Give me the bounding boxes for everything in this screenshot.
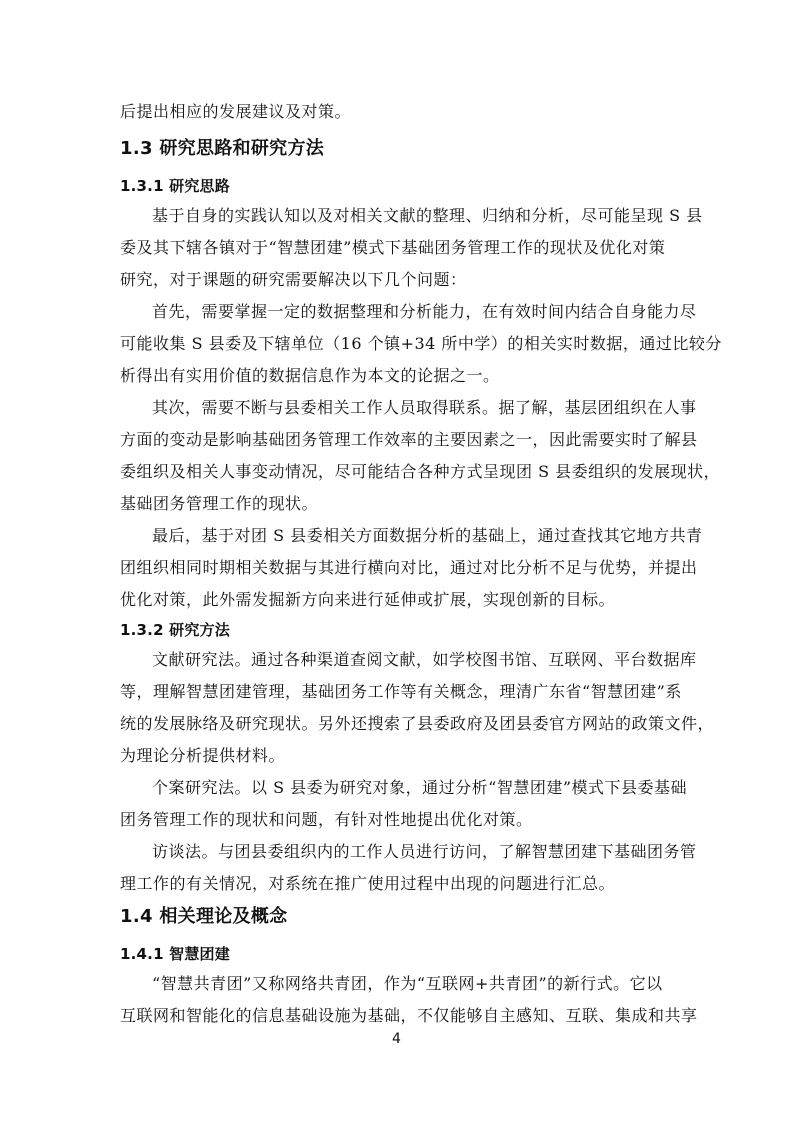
section-heading-1-4: 1.4 相关理论及概念 [120,906,288,927]
body-line: 为理论分析提供材料。 [120,746,286,765]
subsection-heading-1-3-1: 1.3.1 研究思路 [120,177,230,195]
body-line: 基础团务管理工作的现状。 [120,494,319,513]
body-line: 团务管理工作的现状和问题，有针对性地提出优化对策。 [120,810,533,829]
body-line: 方面的变动是影响基础团务管理工作效率的主要因素之一，因此需要实时了解县 [120,430,698,449]
body-line: 后提出相应的发展建议及对策。 [120,102,352,121]
page-number: 4 [392,1031,401,1047]
body-line: 互联网和智能化的信息基础设施为基础，不仅能够自主感知、互联、集成和共享 [120,1006,698,1025]
body-line: 可能收集 S 县委及下辖单位（16 个镇+34 所中学）的相关实时数据，通过比较分 [120,334,722,353]
body-line: 团组织相同时期相关数据与其进行横向对比，通过对比分析不足与优势，并提出 [120,558,698,577]
body-line: 等，理解智慧团建管理，基础团务工作等有关概念，理清广东省“智慧团建”系 [120,682,682,701]
body-line: 个案研究法。以 S 县委为研究对象，通过分析“智慧团建”模式下县委基础 [152,778,687,797]
body-line: 首先，需要掌握一定的数据整理和分析能力，在有效时间内结合自身能力尽 [152,302,697,321]
body-line: 文献研究法。通过各种渠道查阅文献，如学校图书馆、互联网、平台数据库 [152,650,697,669]
section-heading-1-3: 1.3 研究思路和研究方法 [120,138,325,159]
body-line: “智慧共青团”又称网络共青团，作为“互联网+共青团”的新行式。它以 [152,974,663,993]
body-line: 基于自身的实践认知以及对相关文献的整理、归纳和分析，尽可能呈现 S 县 [152,206,703,225]
body-line: 访谈法。与团县委组织内的工作人员进行访问，了解智慧团建下基础团务管 [152,842,697,861]
body-line: 最后，基于对团 S 县委相关方面数据分析的基础上，通过查找其它地方共青 [152,526,703,545]
body-line: 理工作的有关情况，对系统在推广使用过程中出现的问题进行汇总。 [120,874,616,893]
body-line: 优化对策，此外需发掘新方向来进行延伸或扩展，实现创新的目标。 [120,590,616,609]
body-line: 统的发展脉络及研究现状。另外还搜索了县委政府及团县委官方网站的政策文件， [120,714,715,733]
subsection-heading-1-4-1: 1.4.1 智慧团建 [120,945,230,963]
body-line: 析得出有实用价值的数据信息作为本文的论据之一。 [120,366,500,385]
body-line: 委及其下辖各镇对于“智慧团建”模式下基础团务管理工作的现状及优化对策 [120,238,666,257]
body-line: 研究，对于课题的研究需要解决以下几个问题： [120,270,467,289]
subsection-heading-1-3-2: 1.3.2 研究方法 [120,621,230,639]
body-line: 其次，需要不断与县委相关工作人员取得联系。据了解，基层团组织在人事 [152,398,697,417]
body-line: 委组织及相关人事变动情况，尽可能结合各种方式呈现团 S 县委组织的发展现状， [120,462,721,481]
